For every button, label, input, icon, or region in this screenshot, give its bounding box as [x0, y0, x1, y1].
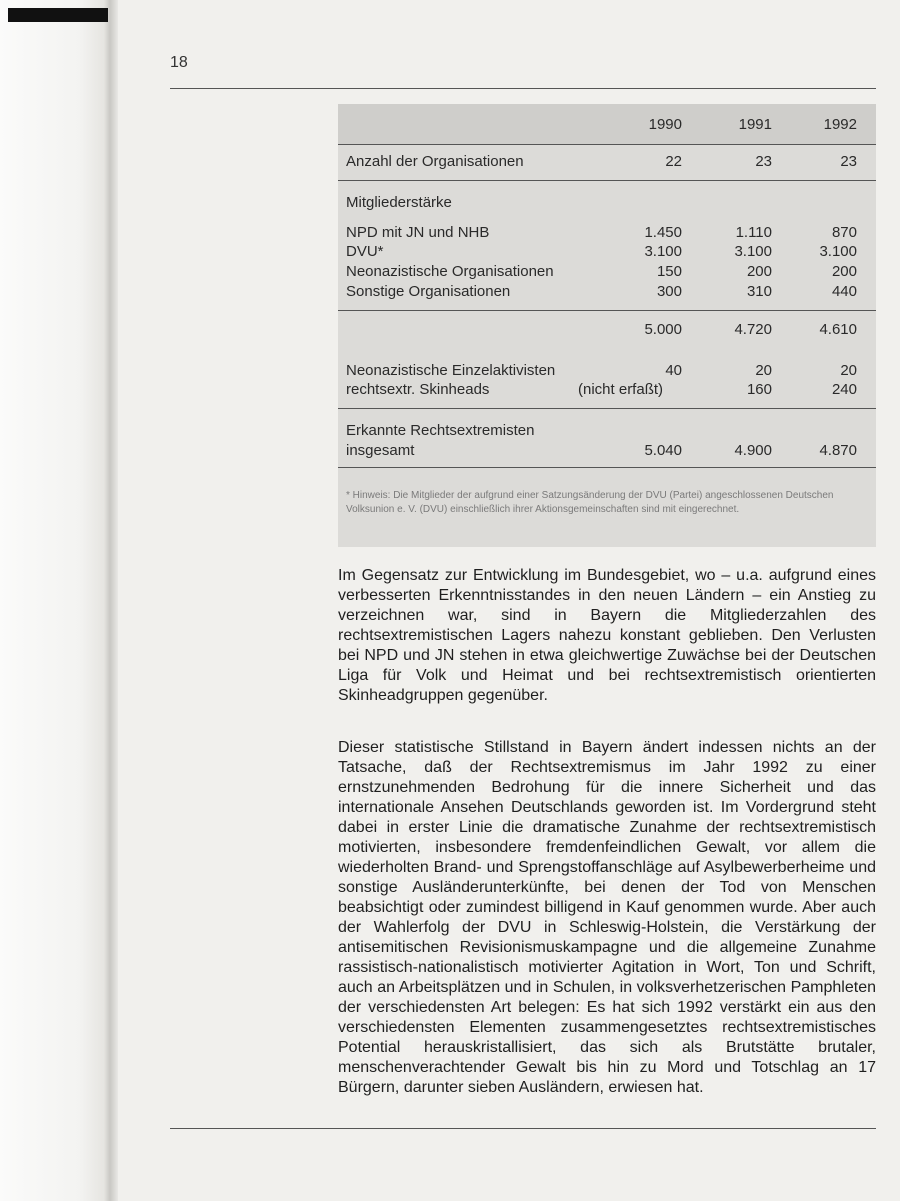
- page-number: 18: [170, 54, 188, 71]
- membership-value: 3.100: [644, 243, 682, 260]
- table-footnote: * Hinweis: Die Mitglieder der aufgrund einer Satzungsänderung der DVU (Partei) angeschlossenen Deutschen Volksunion e. V. (DVU) einschließlich ihrer Aktionsgemeinschaften sind mit eingerechnet.: [346, 490, 834, 515]
- body-paragraph: Dieser statistische Stillstand in Bayern ändert indessen nichts an der Tatsache, daß der Rechtsextremismus im Jahr 1992 zu einer ernstzunehmenden Bedrohung für die innere Sicherheit und das internationale Ansehen Deutschlands geworden ist. Im Vordergrund steht dabei in erster Linie die dramatische Zunahme der rechtsextremistisch motivierten, insbesondere fremdenfeindlichen Gewalt, vor allem die wiederholten Brand- und Sprengstoffanschläge auf Asylbewerberheime und sonstige Ausländerunterkünfte, bei denen der Tod von Menschen beabsichtigt oder zumindest billigend in Kauf genommen wurde. Aber auch der Wahlerfolg der DVU in Schleswig-Holstein, die Verstärkung der antisemitischen Revisionismuskampagne und die allgemeine Zunahme rassistisch-nationalistisch motivierter Agitation in Wort, Ton und Schrift, auch an Arbeitsplätzen und in Schulen, in volksverhetzerischen Pamphleten der verschiedensten Art belegen: Es hat sich 1992 verstärkt ein aus den verschiedensten Elementen zusammengesetztes rechtsextremistisches Potential herauskristallisiert, das sich als Brutstätte brutaler, menschenverachtender Gewalt bis hin zu Mord und Totschlag an 17 Bürgern, darunter sieben Ausländern, erwiesen hat.: [338, 739, 876, 1096]
- membership-value: 870: [831, 224, 857, 241]
- table-rule: [338, 467, 876, 468]
- other-value: 240: [831, 381, 857, 398]
- table-rule: [338, 408, 876, 409]
- membership-value: 300: [656, 283, 682, 300]
- other-value: 20: [840, 362, 857, 379]
- other-row-label: rechtsextr. Skinheads: [346, 381, 490, 398]
- other-value: 20: [755, 362, 772, 379]
- membership-row-label: Sonstige Organisationen: [346, 283, 511, 300]
- membership-value: 310: [746, 283, 772, 300]
- other-row-label: Neonazistische Einzelaktivisten: [346, 362, 556, 379]
- other-value: 160: [746, 381, 772, 398]
- membership-value: 150: [656, 263, 682, 280]
- membership-total: 5.000: [644, 321, 682, 338]
- membership-value: 200: [746, 263, 772, 280]
- membership-value: 200: [831, 263, 857, 280]
- other-value: 40: [665, 362, 682, 379]
- membership-total: 4.720: [734, 321, 772, 338]
- total-value: 4.870: [819, 442, 857, 459]
- footer-rule: [170, 1128, 876, 1129]
- body-paragraph: Im Gegensatz zur Entwicklung im Bundesgebiet, wo – u.a. aufgrund eines verbesserten Erkenntnisstandes in den neuen Ländern – ein Anstieg zu verzeichnen war, sind in Bayern die Mitgliederzahlen des rechtsextremistischen Lagers nahezu konstant geblieben. Den Verlusten bei NPD und JN stehen in etwa gleichwertige Zuwächse bei der Deutschen Liga für Volk und Heimat und bei rechtsextremistisch orientierten Skinheadgruppen gegenüber.: [338, 567, 876, 704]
- year-1990: 1990: [648, 116, 682, 133]
- organizations-1990: 22: [665, 153, 682, 170]
- table-rule: [338, 310, 876, 311]
- total-value: 4.900: [734, 442, 772, 459]
- membership-value: 1.450: [644, 224, 682, 241]
- membership-value: 1.110: [735, 224, 772, 241]
- membership-total: 4.610: [819, 321, 857, 338]
- not-recorded-note: (nicht erfaßt): [578, 381, 664, 398]
- membership-row-label: Neonazistische Organisationen: [346, 263, 554, 280]
- table-rule: [338, 180, 876, 181]
- year-1991: 1991: [738, 116, 772, 133]
- total-label-line2: insgesamt: [346, 442, 415, 459]
- total-label-line1: Erkannte Rechtsextremisten: [346, 422, 535, 439]
- membership-row-label: NPD mit JN und NHB: [346, 224, 490, 241]
- membership-row-label: DVU*: [346, 243, 384, 260]
- organizations-1991: 23: [755, 153, 772, 170]
- statistics-table: [338, 104, 876, 547]
- year-1992: 1992: [823, 116, 857, 133]
- membership-heading: Mitgliederstärke: [346, 194, 452, 211]
- membership-value: 440: [831, 283, 857, 300]
- scan-corner-mark: [8, 8, 108, 22]
- organizations-1992: 23: [840, 153, 857, 170]
- scan-edge-shadow: [0, 0, 118, 1201]
- table-rule: [338, 144, 876, 145]
- total-value: 5.040: [644, 442, 682, 459]
- membership-value: 3.100: [734, 243, 772, 260]
- header-rule: [170, 88, 876, 89]
- membership-value: 3.100: [819, 243, 857, 260]
- organizations-label: Anzahl der Organisationen: [346, 153, 524, 170]
